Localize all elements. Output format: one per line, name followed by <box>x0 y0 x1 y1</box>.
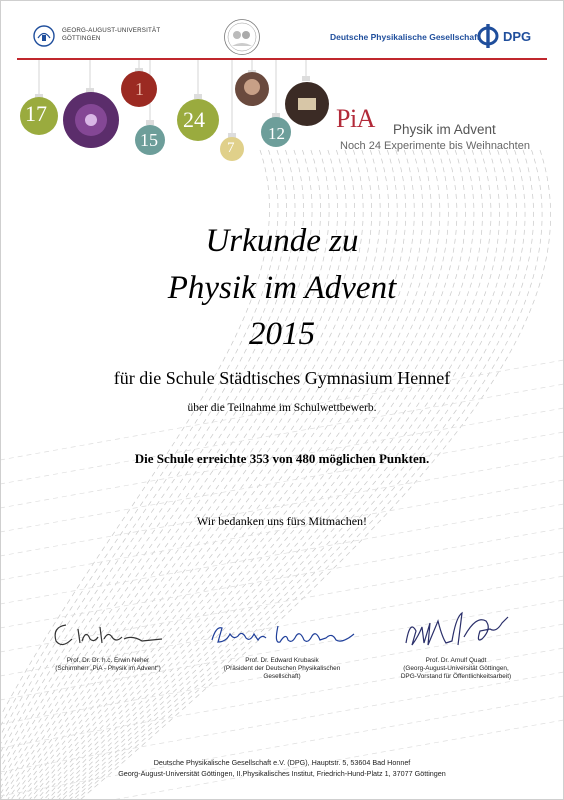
signatory-quadt-name: Prof. Dr. Arnulf Quadt <box>425 657 487 664</box>
signatory-krubasik <box>197 657 367 681</box>
signature-quadt <box>398 607 516 653</box>
signature-krubasik <box>208 618 358 650</box>
signatory-krubasik-name: Prof. Dr. Edward Krubasik <box>245 657 319 664</box>
signatory-quadt <box>371 657 541 681</box>
certificate-year: 2015 <box>249 316 315 352</box>
ornament-label-1: 1 <box>135 79 144 99</box>
score-text: Die Schule erreichte 353 von 480 möglichen Punkten. <box>134 451 430 466</box>
ornament-label-12: 12 <box>268 124 285 143</box>
university-logo-icon <box>33 25 55 47</box>
pia-name: Physik im Advent <box>393 122 496 137</box>
ornament-lab <box>285 76 329 126</box>
signatory-krubasik-role2: Gesellschaft) <box>263 673 301 680</box>
certificate-title-line1: Urkunde zu <box>205 223 359 259</box>
signature-neher <box>50 615 170 651</box>
ornament-plasma <box>63 88 119 148</box>
signatory-quadt-role2: DPG-Vorstand für Öffentlichkeitsarbeit) <box>400 673 512 680</box>
dpg-abbreviation: DPG <box>503 29 532 44</box>
recipient-school: für die Schule Städtisches Gymnasium Hennef <box>113 368 451 388</box>
signatory-neher-role: (Schirmherr „PiA - Physik im Advent“) <box>55 665 161 672</box>
ornament-label-7: 7 <box>227 140 235 156</box>
university-name <box>62 27 160 43</box>
ornament-face <box>235 70 269 106</box>
ornament-label-17: 17 <box>25 101 47 126</box>
university-name-line1: GEORG-AUGUST-UNIVERSITÄT <box>62 27 161 34</box>
footer-address-university: Georg-August-Universität Göttingen, II.Physikalisches Institut, Friedrich-Hund-Platz 1, 37077 Göttingen <box>118 769 446 778</box>
university-name-line2: GÖTTINGEN <box>62 35 101 42</box>
ornaments-banner <box>15 60 335 165</box>
ornament-label-15: 15 <box>140 130 158 150</box>
signatory-neher <box>23 657 193 673</box>
phi-logo-icon <box>477 23 499 49</box>
pia-brand: PiA <box>336 104 375 133</box>
signatory-quadt-role: (Georg-August-Universität Göttingen, <box>403 665 509 672</box>
ornament-label-24: 24 <box>183 107 205 132</box>
seal-icon <box>223 18 261 56</box>
signatory-neher-name: Prof. Dr. Dr. h.c. Erwin Neher <box>66 657 150 664</box>
signatory-krubasik-role: (Präsident der Deutschen Physikalischen <box>223 665 341 672</box>
participation-text: über die Teilnahme im Schulwettbewerb. <box>187 402 377 414</box>
pia-tagline: Noch 24 Experimente bis Weihnachten <box>340 140 530 152</box>
footer-address-dpg: Deutsche Physikalische Gesellschaft e.V. (DPG), Hauptstr. 5, 53604 Bad Honnef <box>153 758 411 767</box>
dpg-name: Deutsche Physikalische Gesellschaft <box>330 32 480 42</box>
thanks-text: Wir bedanken uns fürs Mitmachen! <box>196 514 368 528</box>
certificate-title-line2: Physik im Advent <box>167 270 397 306</box>
